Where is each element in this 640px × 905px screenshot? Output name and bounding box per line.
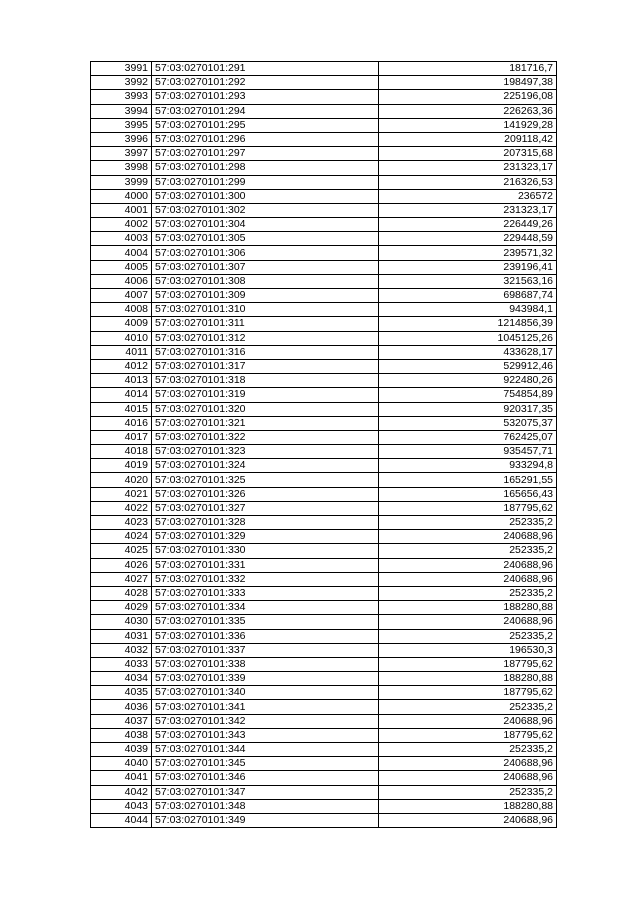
table-row bbox=[91, 799, 557, 813]
cadastral-value-cell: 165656,43 bbox=[379, 487, 557, 501]
table-row bbox=[91, 232, 557, 246]
cadastral-number-cell: 57:03:0270101:348 bbox=[152, 799, 379, 813]
row-number-cell: 4034 bbox=[91, 672, 152, 686]
cadastral-value-cell: 240688,96 bbox=[379, 572, 557, 586]
table-row bbox=[91, 473, 557, 487]
cadastral-number-cell: 57:03:0270101:317 bbox=[152, 359, 379, 373]
table-row bbox=[91, 189, 557, 203]
cadastral-value-cell: 252335,2 bbox=[379, 586, 557, 600]
cadastral-value-cell: 188280,88 bbox=[379, 799, 557, 813]
cadastral-value-cell: 754854,89 bbox=[379, 388, 557, 402]
cadastral-number-cell: 57:03:0270101:296 bbox=[152, 132, 379, 146]
cadastral-number-cell: 57:03:0270101:326 bbox=[152, 487, 379, 501]
row-number-cell: 4021 bbox=[91, 487, 152, 501]
cadastral-number-cell: 57:03:0270101:347 bbox=[152, 785, 379, 799]
cadastral-value-cell: 209118,42 bbox=[379, 132, 557, 146]
cadastral-value-cell: 226449,26 bbox=[379, 218, 557, 232]
table-body bbox=[91, 62, 557, 828]
cadastral-number-cell: 57:03:0270101:341 bbox=[152, 700, 379, 714]
row-number-cell: 4010 bbox=[91, 331, 152, 345]
table-row bbox=[91, 601, 557, 615]
table-row bbox=[91, 544, 557, 558]
table-row bbox=[91, 430, 557, 444]
cadastral-value-cell: 433628,17 bbox=[379, 345, 557, 359]
row-number-cell: 4000 bbox=[91, 189, 152, 203]
cadastral-value-cell: 240688,96 bbox=[379, 813, 557, 827]
cadastral-number-cell: 57:03:0270101:298 bbox=[152, 161, 379, 175]
table-row bbox=[91, 62, 557, 76]
cadastral-number-cell: 57:03:0270101:324 bbox=[152, 459, 379, 473]
row-number-cell: 4032 bbox=[91, 643, 152, 657]
cadastral-value-cell: 935457,71 bbox=[379, 445, 557, 459]
cadastral-value-cell: 252335,2 bbox=[379, 544, 557, 558]
cadastral-number-cell: 57:03:0270101:311 bbox=[152, 317, 379, 331]
cadastral-number-cell: 57:03:0270101:319 bbox=[152, 388, 379, 402]
cadastral-value-cell: 207315,68 bbox=[379, 147, 557, 161]
row-number-cell: 4016 bbox=[91, 416, 152, 430]
table-row bbox=[91, 260, 557, 274]
cadastral-value-cell: 141929,28 bbox=[379, 118, 557, 132]
table-row bbox=[91, 714, 557, 728]
table-row bbox=[91, 203, 557, 217]
table-row bbox=[91, 672, 557, 686]
row-number-cell: 4028 bbox=[91, 586, 152, 600]
row-number-cell: 4039 bbox=[91, 743, 152, 757]
row-number-cell: 4011 bbox=[91, 345, 152, 359]
table-row bbox=[91, 785, 557, 799]
row-number-cell: 4031 bbox=[91, 629, 152, 643]
table-row bbox=[91, 416, 557, 430]
row-number-cell: 4041 bbox=[91, 771, 152, 785]
cadastral-value-cell: 240688,96 bbox=[379, 757, 557, 771]
cadastral-value-cell: 231323,17 bbox=[379, 161, 557, 175]
cadastral-value-cell: 240688,96 bbox=[379, 615, 557, 629]
cadastral-number-cell: 57:03:0270101:294 bbox=[152, 104, 379, 118]
cadastral-number-cell: 57:03:0270101:338 bbox=[152, 657, 379, 671]
cadastral-value-cell: 240688,96 bbox=[379, 771, 557, 785]
cadastral-number-cell: 57:03:0270101:297 bbox=[152, 147, 379, 161]
table-row bbox=[91, 572, 557, 586]
row-number-cell: 4007 bbox=[91, 289, 152, 303]
row-number-cell: 3991 bbox=[91, 62, 152, 76]
cadastral-value-cell: 187795,62 bbox=[379, 501, 557, 515]
cadastral-value-cell: 240688,96 bbox=[379, 530, 557, 544]
row-number-cell: 3999 bbox=[91, 175, 152, 189]
cadastral-value-cell: 933294,8 bbox=[379, 459, 557, 473]
table-row bbox=[91, 501, 557, 515]
cadastral-value-cell: 187795,62 bbox=[379, 686, 557, 700]
cadastral-value-cell: 240688,96 bbox=[379, 558, 557, 572]
cadastral-number-cell: 57:03:0270101:336 bbox=[152, 629, 379, 643]
cadastral-value-cell: 532075,37 bbox=[379, 416, 557, 430]
cadastral-value-cell: 762425,07 bbox=[379, 430, 557, 444]
cadastral-number-cell: 57:03:0270101:327 bbox=[152, 501, 379, 515]
row-number-cell: 4012 bbox=[91, 359, 152, 373]
cadastral-number-cell: 57:03:0270101:295 bbox=[152, 118, 379, 132]
cadastral-value-cell: 188280,88 bbox=[379, 672, 557, 686]
cadastral-number-cell: 57:03:0270101:329 bbox=[152, 530, 379, 544]
table-row bbox=[91, 728, 557, 742]
row-number-cell: 4030 bbox=[91, 615, 152, 629]
table-row bbox=[91, 388, 557, 402]
cadastral-value-cell: 920317,35 bbox=[379, 402, 557, 416]
cadastral-number-cell: 57:03:0270101:323 bbox=[152, 445, 379, 459]
table-row bbox=[91, 359, 557, 373]
cadastral-value-cell: 1214856,39 bbox=[379, 317, 557, 331]
cadastral-value-cell: 252335,2 bbox=[379, 516, 557, 530]
table-row bbox=[91, 374, 557, 388]
table-row bbox=[91, 686, 557, 700]
row-number-cell: 4036 bbox=[91, 700, 152, 714]
row-number-cell: 4027 bbox=[91, 572, 152, 586]
cadastral-number-cell: 57:03:0270101:333 bbox=[152, 586, 379, 600]
cadastral-number-cell: 57:03:0270101:305 bbox=[152, 232, 379, 246]
row-number-cell: 3995 bbox=[91, 118, 152, 132]
table-row bbox=[91, 459, 557, 473]
cadastral-number-cell: 57:03:0270101:320 bbox=[152, 402, 379, 416]
row-number-cell: 4013 bbox=[91, 374, 152, 388]
cadastral-value-cell: 252335,2 bbox=[379, 743, 557, 757]
table-row bbox=[91, 813, 557, 827]
table-row bbox=[91, 771, 557, 785]
cadastral-value-cell: 198497,38 bbox=[379, 76, 557, 90]
row-number-cell: 3993 bbox=[91, 90, 152, 104]
table-row bbox=[91, 118, 557, 132]
cadastral-value-cell: 1045125,26 bbox=[379, 331, 557, 345]
table-row bbox=[91, 402, 557, 416]
cadastral-number-cell: 57:03:0270101:307 bbox=[152, 260, 379, 274]
table-row bbox=[91, 317, 557, 331]
cadastral-number-cell: 57:03:0270101:309 bbox=[152, 289, 379, 303]
cadastral-value-cell: 529912,46 bbox=[379, 359, 557, 373]
cadastral-value-cell: 240688,96 bbox=[379, 714, 557, 728]
table-row bbox=[91, 629, 557, 643]
row-number-cell: 4035 bbox=[91, 686, 152, 700]
table-row bbox=[91, 289, 557, 303]
cadastral-number-cell: 57:03:0270101:321 bbox=[152, 416, 379, 430]
table-row bbox=[91, 643, 557, 657]
row-number-cell: 4009 bbox=[91, 317, 152, 331]
table-row bbox=[91, 132, 557, 146]
cadastral-number-cell: 57:03:0270101:330 bbox=[152, 544, 379, 558]
row-number-cell: 4002 bbox=[91, 218, 152, 232]
cadastral-value-cell: 187795,62 bbox=[379, 657, 557, 671]
cadastral-value-cell: 252335,2 bbox=[379, 629, 557, 643]
row-number-cell: 4019 bbox=[91, 459, 152, 473]
cadastral-number-cell: 57:03:0270101:304 bbox=[152, 218, 379, 232]
cadastral-value-table bbox=[90, 61, 557, 828]
cadastral-value-cell: 187795,62 bbox=[379, 728, 557, 742]
cadastral-number-cell: 57:03:0270101:310 bbox=[152, 303, 379, 317]
table-row bbox=[91, 331, 557, 345]
row-number-cell: 4004 bbox=[91, 246, 152, 260]
row-number-cell: 4014 bbox=[91, 388, 152, 402]
row-number-cell: 4015 bbox=[91, 402, 152, 416]
table-row bbox=[91, 147, 557, 161]
cadastral-value-cell: 943984,1 bbox=[379, 303, 557, 317]
row-number-cell: 4037 bbox=[91, 714, 152, 728]
row-number-cell: 4005 bbox=[91, 260, 152, 274]
cadastral-value-cell: 229448,59 bbox=[379, 232, 557, 246]
row-number-cell: 4043 bbox=[91, 799, 152, 813]
row-number-cell: 4042 bbox=[91, 785, 152, 799]
row-number-cell: 4020 bbox=[91, 473, 152, 487]
row-number-cell: 4033 bbox=[91, 657, 152, 671]
cadastral-value-cell: 252335,2 bbox=[379, 700, 557, 714]
row-number-cell: 4008 bbox=[91, 303, 152, 317]
cadastral-number-cell: 57:03:0270101:340 bbox=[152, 686, 379, 700]
row-number-cell: 3994 bbox=[91, 104, 152, 118]
row-number-cell: 4026 bbox=[91, 558, 152, 572]
cadastral-number-cell: 57:03:0270101:308 bbox=[152, 274, 379, 288]
row-number-cell: 3997 bbox=[91, 147, 152, 161]
row-number-cell: 4044 bbox=[91, 813, 152, 827]
cadastral-number-cell: 57:03:0270101:316 bbox=[152, 345, 379, 359]
table-row bbox=[91, 516, 557, 530]
table-row bbox=[91, 743, 557, 757]
cadastral-number-cell: 57:03:0270101:328 bbox=[152, 516, 379, 530]
cadastral-number-cell: 57:03:0270101:331 bbox=[152, 558, 379, 572]
cadastral-number-cell: 57:03:0270101:299 bbox=[152, 175, 379, 189]
cadastral-value-cell: 236572 bbox=[379, 189, 557, 203]
row-number-cell: 4038 bbox=[91, 728, 152, 742]
row-number-cell: 4006 bbox=[91, 274, 152, 288]
cadastral-value-cell: 321563,16 bbox=[379, 274, 557, 288]
row-number-cell: 4025 bbox=[91, 544, 152, 558]
cadastral-number-cell: 57:03:0270101:335 bbox=[152, 615, 379, 629]
cadastral-number-cell: 57:03:0270101:337 bbox=[152, 643, 379, 657]
table-row bbox=[91, 303, 557, 317]
cadastral-number-cell: 57:03:0270101:300 bbox=[152, 189, 379, 203]
row-number-cell: 4018 bbox=[91, 445, 152, 459]
cadastral-number-cell: 57:03:0270101:342 bbox=[152, 714, 379, 728]
table-row bbox=[91, 218, 557, 232]
cadastral-value-cell: 698687,74 bbox=[379, 289, 557, 303]
table-row bbox=[91, 487, 557, 501]
table-row bbox=[91, 104, 557, 118]
cadastral-number-cell: 57:03:0270101:344 bbox=[152, 743, 379, 757]
table-row bbox=[91, 175, 557, 189]
row-number-cell: 3996 bbox=[91, 132, 152, 146]
table-row bbox=[91, 76, 557, 90]
row-number-cell: 3998 bbox=[91, 161, 152, 175]
table-row bbox=[91, 586, 557, 600]
cadastral-number-cell: 57:03:0270101:346 bbox=[152, 771, 379, 785]
cadastral-number-cell: 57:03:0270101:318 bbox=[152, 374, 379, 388]
cadastral-number-cell: 57:03:0270101:349 bbox=[152, 813, 379, 827]
cadastral-value-cell: 239196,41 bbox=[379, 260, 557, 274]
cadastral-number-cell: 57:03:0270101:293 bbox=[152, 90, 379, 104]
cadastral-number-cell: 57:03:0270101:343 bbox=[152, 728, 379, 742]
cadastral-value-cell: 181716,7 bbox=[379, 62, 557, 76]
cadastral-value-cell: 922480,26 bbox=[379, 374, 557, 388]
cadastral-number-cell: 57:03:0270101:334 bbox=[152, 601, 379, 615]
cadastral-number-cell: 57:03:0270101:292 bbox=[152, 76, 379, 90]
cadastral-value-cell: 196530,3 bbox=[379, 643, 557, 657]
table-row bbox=[91, 90, 557, 104]
table-row bbox=[91, 161, 557, 175]
table-row bbox=[91, 757, 557, 771]
cadastral-number-cell: 57:03:0270101:325 bbox=[152, 473, 379, 487]
row-number-cell: 4017 bbox=[91, 430, 152, 444]
table-row bbox=[91, 558, 557, 572]
cadastral-number-cell: 57:03:0270101:322 bbox=[152, 430, 379, 444]
cadastral-number-cell: 57:03:0270101:332 bbox=[152, 572, 379, 586]
table-row bbox=[91, 615, 557, 629]
cadastral-number-cell: 57:03:0270101:339 bbox=[152, 672, 379, 686]
row-number-cell: 4040 bbox=[91, 757, 152, 771]
row-number-cell: 4003 bbox=[91, 232, 152, 246]
row-number-cell: 4029 bbox=[91, 601, 152, 615]
row-number-cell: 4001 bbox=[91, 203, 152, 217]
cadastral-value-cell: 252335,2 bbox=[379, 785, 557, 799]
table-row bbox=[91, 246, 557, 260]
row-number-cell: 4023 bbox=[91, 516, 152, 530]
cadastral-value-cell: 188280,88 bbox=[379, 601, 557, 615]
cadastral-value-cell: 239571,32 bbox=[379, 246, 557, 260]
cadastral-value-cell: 165291,55 bbox=[379, 473, 557, 487]
table-row bbox=[91, 530, 557, 544]
table-row bbox=[91, 445, 557, 459]
table-row bbox=[91, 657, 557, 671]
cadastral-value-cell: 231323,17 bbox=[379, 203, 557, 217]
cadastral-number-cell: 57:03:0270101:302 bbox=[152, 203, 379, 217]
table-row bbox=[91, 700, 557, 714]
cadastral-value-cell: 225196,08 bbox=[379, 90, 557, 104]
table-row bbox=[91, 274, 557, 288]
row-number-cell: 3992 bbox=[91, 76, 152, 90]
table-row bbox=[91, 345, 557, 359]
row-number-cell: 4022 bbox=[91, 501, 152, 515]
row-number-cell: 4024 bbox=[91, 530, 152, 544]
cadastral-number-cell: 57:03:0270101:306 bbox=[152, 246, 379, 260]
cadastral-number-cell: 57:03:0270101:312 bbox=[152, 331, 379, 345]
cadastral-value-cell: 226263,36 bbox=[379, 104, 557, 118]
cadastral-number-cell: 57:03:0270101:291 bbox=[152, 62, 379, 76]
cadastral-number-cell: 57:03:0270101:345 bbox=[152, 757, 379, 771]
cadastral-value-cell: 216326,53 bbox=[379, 175, 557, 189]
